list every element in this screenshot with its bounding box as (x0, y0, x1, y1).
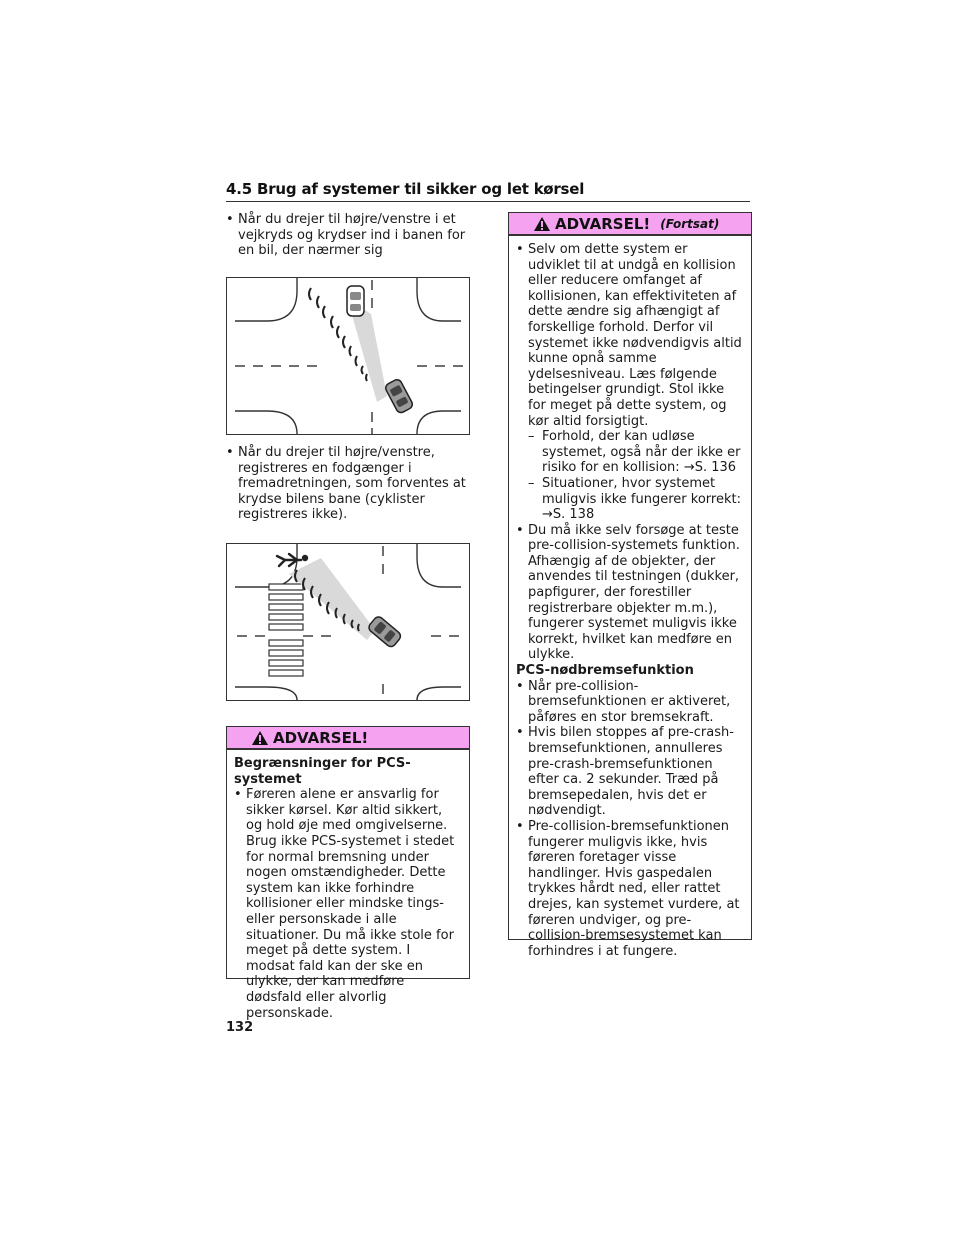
warning-item-text: Pre-collision-bremsefunktionen fungerer muligvis ikke, hvis føreren foretager visse handlinger. Hvis gaspedalen trykkes hårdt ned, eller rattet drejes, kan systemet vurdere, at føreren undviger, og pre-collision-bremsesystemet kan forhindres i at fungere. (528, 818, 740, 959)
warning-item: • Føreren alene er ansvarlig for sikker kørsel. Kør altid sikkert, og hold øje med omgivelserne. Brug ikke PCS-systemet i stedet for normal bremsning under nogen omstændigheder. Dette system kan ikke forhindre kollisioner eller mindske tings- eller personskade i alle situationer. Du må ikke stole for meget på dette system. I modsat fald kan der ske en ulykke, der kan medføre dødsfald eller alvorlig personskade. (234, 787, 455, 1021)
section-title: 4.5 Brug af systemer til sikker og let kørsel (226, 180, 585, 198)
warning-item: • Du må ikke selv forsøge at teste pre-collision-systemets funktion. Afhængig af de objekter, der anvendes til testningen (dukker, papfigurer, der forestiller registrerbare objekter m.m.), fungerer systemet muligvis ikke korrekt, hvilket kan medføre en ulykke. (516, 522, 740, 663)
left-bullet-1: • Når du drejer til højre/venstre i et vejkryds og krydser ind i banen for en bil, der nærmer sig (226, 212, 466, 259)
warning-triangle-icon (533, 216, 551, 232)
page-number: 132 (226, 1020, 254, 1035)
left-bullet-2-text: Når du drejer til højre/venstre, registreres en fodgænger i fremadretningen, som forventes at krydse bilens bane (cyklister registreres ikke). (238, 445, 466, 523)
warning-item-text: Når pre-collision-bremsefunktionen er aktiveret, påføres en stor bremsekraft. (528, 678, 731, 725)
pedestrian-crossing-figure (226, 543, 470, 701)
warning-continued-label: (Fortsat) (660, 216, 720, 231)
warning-title: ADVARSEL! (273, 728, 369, 747)
section-divider (226, 201, 750, 202)
intersection-car-figure (226, 277, 470, 435)
warning-item-text: Hvis bilen stoppes af pre-crash-bremsefunktionen, annulleres pre-crash-bremsefunktionen efter ca. 2 sekunder. Træd på bremsepedalen, hvis det er nødvendigt. (528, 725, 734, 819)
intersection-car-illustration (227, 278, 469, 434)
pcs-limitations-warning (226, 726, 470, 1021)
warning-item: • Når pre-collision-bremsefunktionen er aktiveret, påføres en stor bremsekraft. (516, 678, 731, 725)
warning-subheading: Begrænsninger for PCS-systemet (234, 756, 411, 787)
left-bullet-1-text: Når du drejer til højre/venstre i et vejkryds og krydser ind i banen for en bil, der nærmer sig (238, 212, 466, 259)
pedestrian-crossing-illustration (227, 544, 469, 700)
warning-item: • Hvis bilen stoppes af pre-crash-bremsefunktionen, annulleres pre-crash-bremsefunktionen efter ca. 2 sekunder. Træd på bremsepedalen, hvis det er nødvendigt. (516, 725, 734, 819)
warning-subitem-text: Forhold, der kan udløse systemet, også når der ikke er risiko for en kollision: →S. 136 (542, 429, 741, 476)
warning-item: • Selv om dette system er udviklet til at undgå en kollision eller reducere omfanget af kollisionen, kan effektiviteten af dette ændre sig afhængigt af forskellige forhold. Derfor vil systemet ikke nødvendigvis altid kunne opnå samme ydelsesniveau. Læs følgende betingelser grundigt. Stol ikke for meget på dette system, og kør altid forsigtigt. (516, 242, 742, 429)
pcs-continued-warning (508, 212, 752, 959)
left-bullet-2: • Når du drejer til højre/venstre, registreres en fodgænger i fremadretningen, som forventes at krydse bilens bane (cyklister registreres ikke). (226, 445, 466, 523)
warning-item: • Pre-collision-bremsefunktionen fungerer muligvis ikke, hvis føreren foretager visse handlinger. Hvis gaspedalen trykkes hårdt ned, eller rattet drejes, kan systemet vurdere, at føreren undviger, og pre-collision-bremsesystemet kan forhindres i at fungere. (516, 818, 740, 959)
warning-triangle-icon (251, 730, 269, 746)
warning-subitem: – Situationer, hvor systemet muligvis ikke fungerer korrekt: →S. 138 (528, 475, 741, 523)
warning-header-continued (509, 213, 751, 236)
warning-subheading: PCS-nødbremsefunktion (516, 663, 694, 679)
warning-subitem-text: Situationer, hvor systemet muligvis ikke fungerer korrekt: →S. 138 (542, 475, 741, 523)
warning-subitem: – Forhold, der kan udløse systemet, også når der ikke er risiko for en kollision: →S. 136 (528, 429, 741, 476)
warning-item-text: Selv om dette system er udviklet til at undgå en kollision eller reducere omfanget af kollisionen, kan effektiviteten af dette ændre sig afhængigt af forskellige forhold. Derfor vil systemet ikke nødvendigvis altid kunne opnå samme ydelsesniveau. Læs følgende betingelser grundigt. Stol ikke for meget på dette system, og kør altid forsigtigt. (528, 242, 742, 429)
warning-item-text: Føreren alene er ansvarlig for sikker kørsel. Kør altid sikkert, og hold øje med omgivelserne. Brug ikke PCS-systemet i stedet for normal bremsning under nogen omstændigheder. Dette system kan ikke forhindre kollisioner eller mindske tings- eller personskade i alle situationer. Du må ikke stole for meget på dette system. I modsat fald kan der ske en ulykke, der kan medføre dødsfald eller alvorlig personskade. (246, 787, 455, 1021)
warning-title: ADVARSEL! (555, 214, 651, 233)
warning-header (227, 727, 469, 750)
warning-item-text: Du må ikke selv forsøge at teste pre-collision-systemets funktion. Afhængig af de objekter, der anvendes til testningen (dukker, papfigurer, der forestiller registrerbare objekter m.m.), fungerer systemet muligvis ikke korrekt, hvilket kan medføre en ulykke. (528, 522, 740, 663)
